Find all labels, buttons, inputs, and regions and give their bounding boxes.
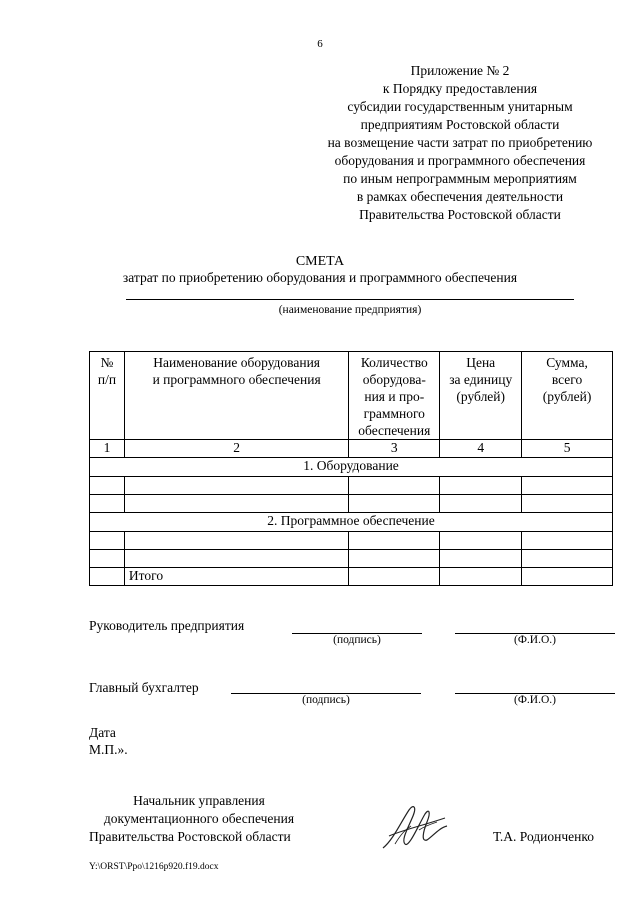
table-row bbox=[90, 477, 613, 495]
col-number: 5 bbox=[522, 440, 613, 458]
col-number: 3 bbox=[349, 440, 440, 458]
appendix-line: предприятиям Ростовской области bbox=[360, 117, 560, 132]
header-num: № п/п bbox=[90, 352, 125, 440]
date-label: Дата bbox=[89, 725, 116, 740]
document-subtitle: затрат по приобретению оборудования и программного обеспечения bbox=[122, 270, 518, 285]
table-row bbox=[90, 532, 613, 550]
stamp-label: М.П.». bbox=[89, 742, 128, 757]
appendix-line: на возмещение части затрат по приобретению bbox=[327, 135, 593, 150]
head-label: Руководитель предприятия bbox=[89, 618, 245, 633]
head-name-caption: (Ф.И.О.) bbox=[514, 634, 556, 646]
section-row bbox=[90, 458, 613, 477]
footer-name: Т.А. Родионченко bbox=[493, 829, 594, 844]
appendix-line: по иным непрограммным мероприятиям bbox=[343, 171, 577, 186]
org-name-caption: (наименование предприятия) bbox=[278, 304, 422, 316]
org-name-line bbox=[126, 299, 574, 300]
header-price: Цена за единицу (рублей) bbox=[440, 352, 522, 440]
section-row bbox=[90, 513, 613, 532]
document-title: СМЕТА bbox=[295, 254, 345, 269]
page-number: 6 bbox=[317, 38, 323, 50]
footer-line: Правительства Ростовской области bbox=[89, 829, 291, 844]
appendix-line: в рамках обеспечения деятельности bbox=[356, 189, 564, 204]
estimate-table bbox=[89, 351, 613, 586]
table-row bbox=[90, 495, 613, 513]
accountant-name-caption: (Ф.И.О.) bbox=[514, 694, 556, 706]
header-sum: Сумма, всего (рублей) bbox=[522, 352, 613, 440]
col-number: 1 bbox=[90, 440, 125, 458]
section-software: 2. Программное обеспечение bbox=[90, 513, 613, 532]
appendix-line: к Порядку предоставления bbox=[382, 81, 538, 96]
file-path: Y:\ORST\Ppo\1216p920.f19.docx bbox=[89, 862, 219, 872]
table-row bbox=[90, 550, 613, 568]
appendix-line: оборудования и программного обеспечения bbox=[334, 153, 586, 168]
section-equipment: 1. Оборудование bbox=[90, 458, 613, 477]
accountant-sign-caption: (подпись) bbox=[302, 694, 350, 706]
header-quantity: Количество оборудова- ния и про- граммного обеспечения bbox=[349, 352, 440, 440]
accountant-label: Главный бухгалтер bbox=[89, 680, 199, 695]
appendix-line: Приложение № 2 bbox=[410, 63, 510, 78]
col-number: 4 bbox=[440, 440, 522, 458]
table-number-row bbox=[90, 440, 613, 458]
appendix-header bbox=[300, 62, 620, 224]
total-row bbox=[90, 568, 613, 586]
footer-position bbox=[89, 792, 309, 828]
appendix-line: Правительства Ростовской области bbox=[359, 207, 561, 222]
header-name: Наименование оборудования и программного обеспечения bbox=[124, 352, 348, 440]
appendix-line: субсидии государственным унитарным bbox=[347, 99, 573, 114]
signature-image bbox=[375, 800, 455, 855]
col-number: 2 bbox=[124, 440, 348, 458]
table-header-row bbox=[90, 352, 613, 440]
footer-line: Начальник управления bbox=[133, 793, 265, 808]
head-sign-caption: (подпись) bbox=[333, 634, 381, 646]
total-label: Итого bbox=[124, 568, 348, 586]
footer-line: документационного обеспечения bbox=[103, 811, 295, 826]
